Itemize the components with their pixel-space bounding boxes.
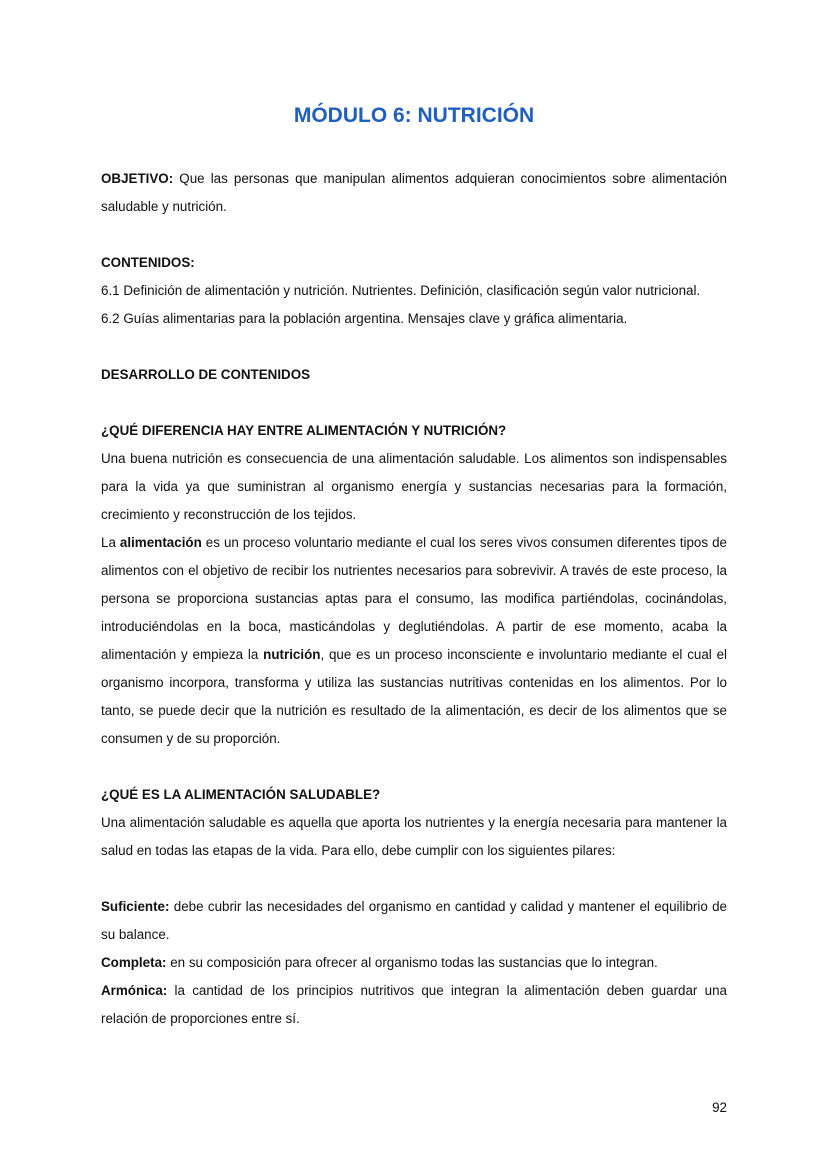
spacer — [101, 333, 727, 361]
page-number: 92 — [712, 1100, 727, 1115]
pillar-text: la cantidad de los principios nutritivos que integran la alimentación deben guardar una relación de proporciones entre sí. — [101, 983, 727, 1026]
objective-text: Que las personas que manipulan alimentos adquieran conocimientos sobre alimentación saludable y nutrición. — [101, 171, 727, 214]
para2-mid: es un proceso voluntario mediante el cual los seres vivos consumen diferentes tipos de alimentos con el objetivo de recibir los nutrientes necesarios para sobrevivir. A través de este proceso, la persona se proporciona sustancias aptas para el consumo, las modifica partiéndolas, cocinándolas, introduciéndolas en la boca, masticándolas y deglutiéndolas. A partir de ese momento, acaba la alimentación y empieza la — [101, 535, 727, 662]
page-title: MÓDULO 6: NUTRICIÓN — [293, 104, 535, 127]
pillar-label: Armónica: — [101, 983, 168, 998]
objective-paragraph — [101, 165, 727, 221]
contents-item-2: 6.2 Guías alimentarias para la población argentina. Mensajes clave y gráfica alimentaria. — [101, 311, 628, 326]
term-alimentacion: alimentación — [119, 535, 202, 550]
development-heading: DESARROLLO DE CONTENIDOS — [101, 367, 311, 382]
section-2-intro: Una alimentación saludable es aquella que aporta los nutrientes y la energía necesaria para mantener la salud en todas las etapas de la vida. Para ello, debe cumplir con los siguientes pilares: — [101, 815, 727, 858]
document-body — [101, 165, 727, 1033]
pillar-suficiente — [101, 893, 727, 949]
contents-item-1: 6.1 Definición de alimentación y nutrición. Nutrientes. Definición, clasificación según valor nutricional. — [101, 283, 701, 298]
section-1-heading: ¿QUÉ DIFERENCIA HAY ENTRE ALIMENTACIÓN Y NUTRICIÓN? — [101, 423, 507, 438]
pillar-label: Suficiente: — [101, 899, 170, 914]
pillar-label: Completa: — [101, 955, 167, 970]
pillar-armonica — [101, 977, 727, 1033]
term-nutricion: nutrición — [263, 647, 321, 662]
pillar-text: debe cubrir las necesidades del organismo en cantidad y calidad y mantener el equilibrio de su balance. — [101, 899, 727, 942]
para2-pre: La — [101, 535, 120, 550]
pillar-text: en su composición para ofrecer al organismo todas las sustancias que lo integran. — [166, 955, 658, 970]
section-2-heading: ¿QUÉ ES LA ALIMENTACIÓN SALUDABLE? — [101, 787, 381, 802]
contents-heading: CONTENIDOS: — [101, 255, 195, 270]
spacer — [101, 389, 727, 417]
spacer — [101, 753, 727, 781]
objective-label: OBJETIVO: — [101, 171, 174, 186]
pillar-completa — [101, 949, 727, 977]
spacer — [101, 865, 727, 893]
spacer — [101, 221, 727, 249]
para2-post: , que es un proceso inconsciente e involuntario mediante el cual el organismo incorpora, transforma y utiliza las sustancias nutritivas contenidas en los alimentos. Por lo tanto, se puede decir que la nutrición es resultado de la alimentación, es decir de los alimentos que se consumen y de su proporción. — [101, 647, 727, 746]
section-1-paragraph-1: Una buena nutrición es consecuencia de una alimentación saludable. Los alimentos son indispensables para la vida ya que suministran al organismo energía y sustancias necesarias para la formación, crecimiento y reconstrucción de los tejidos. — [101, 451, 727, 522]
section-1-paragraph-2 — [101, 529, 727, 753]
